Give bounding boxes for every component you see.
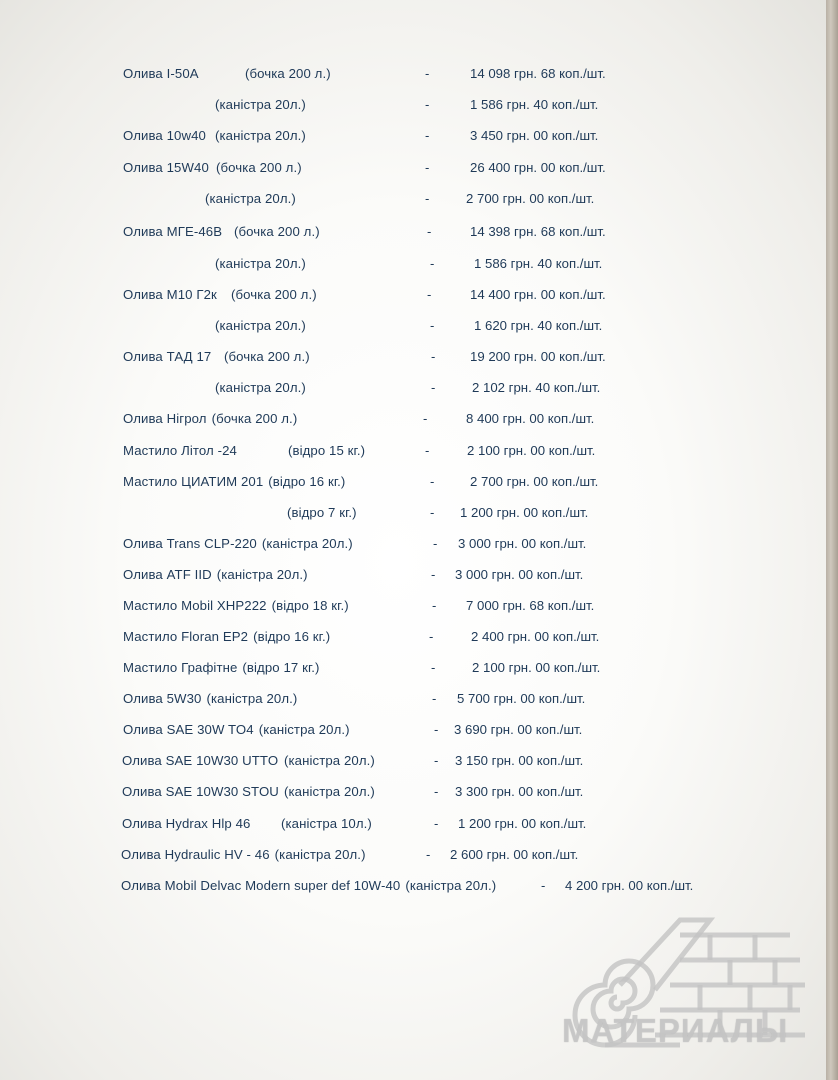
separator-dash: - [430, 256, 435, 271]
price: 2 102 грн. 40 коп./шт. [472, 380, 601, 395]
package-size: (бочка 200 л.) [216, 160, 302, 175]
package-size: (каністра 20л.) [284, 753, 375, 768]
product-name: Олива Trans CLP-220 [123, 536, 257, 551]
product-name: Олива Hydraulic HV - 46 [121, 847, 270, 862]
separator-dash: - [434, 753, 439, 768]
separator-dash: - [434, 816, 439, 831]
separator-dash: - [427, 224, 432, 239]
package-size: (каністра 20л.) [261, 536, 353, 551]
product-name: Мастило ЦИАТИМ 201 [123, 474, 264, 489]
separator-dash: - [430, 474, 435, 489]
package-size: (каністра 20л.) [215, 256, 306, 271]
price: 3 000 грн. 00 коп./шт. [458, 536, 587, 551]
separator-dash: - [429, 629, 434, 644]
separator-dash: - [423, 411, 428, 426]
product-name: Олива SAE 10W30 UTTO [122, 753, 279, 768]
separator-dash: - [431, 567, 436, 582]
price: 2 700 грн. 00 коп./шт. [466, 191, 595, 206]
separator-dash: - [434, 784, 439, 799]
price: 14 098 грн. 68 коп./шт. [470, 66, 606, 81]
product-name: Олива Hydrax Hlp 46 [122, 816, 251, 831]
product-name: Олива ATF IID [123, 567, 212, 582]
separator-dash: - [425, 66, 430, 81]
package-size: (каністра 10л.) [281, 816, 372, 831]
package-size: (відро 15 кг.) [288, 443, 366, 458]
watermark-text: МАТЕРИАЛЫ [562, 1012, 789, 1049]
separator-dash: - [432, 598, 437, 613]
package-size: (відро 7 кг.) [287, 505, 357, 520]
price: 1 586 грн. 40 коп./шт. [470, 97, 599, 112]
price: 4 200 грн. 00 коп./шт. [565, 878, 694, 893]
price: 2 100 грн. 00 коп./шт. [467, 443, 596, 458]
product-name: Олива 5W30 [123, 691, 202, 706]
product-name: Олива SAE 10W30 STOU [122, 784, 279, 799]
price: 8 400 грн. 00 коп./шт. [466, 411, 595, 426]
product-name: Олива SAE 30W TO4 [123, 722, 254, 737]
product-name: Олива 15W40 [123, 160, 209, 175]
package-size: (каністра 20л.) [206, 691, 298, 706]
package-size: (каністра 20л.) [215, 97, 306, 112]
price: 1 200 грн. 00 коп./шт. [458, 816, 587, 831]
table-edge [826, 0, 838, 1080]
product-name: Олива Mobil Delvac Modern super def 10W-40 [121, 878, 401, 893]
price: 3 450 грн. 00 коп./шт. [470, 128, 599, 143]
price: 2 100 грн. 00 коп./шт. [472, 660, 601, 675]
price: 3 150 грн. 00 коп./шт. [455, 753, 584, 768]
package-size: (бочка 200 л.) [245, 66, 331, 81]
package-size: (каністра 20л.) [284, 784, 375, 799]
price: 3 000 грн. 00 коп./шт. [455, 567, 584, 582]
price: 14 398 грн. 68 коп./шт. [470, 224, 606, 239]
separator-dash: - [430, 505, 435, 520]
product-name: Олива I-50А [123, 66, 199, 81]
separator-dash: - [430, 318, 435, 333]
separator-dash: - [425, 97, 430, 112]
package-size: (відро 16 кг.) [268, 474, 346, 489]
price: 19 200 грн. 00 коп./шт. [470, 349, 606, 364]
separator-dash: - [432, 691, 437, 706]
product-name: Олива ТАД 17 [123, 349, 212, 364]
separator-dash: - [425, 443, 430, 458]
product-name: Мастило Mobil XHP222 [123, 598, 267, 613]
package-size: (каністра 20л.) [205, 191, 296, 206]
separator-dash: - [541, 878, 546, 893]
package-size: (відро 17 кг.) [242, 660, 320, 675]
separator-dash: - [431, 660, 436, 675]
price: 3 300 грн. 00 коп./шт. [455, 784, 584, 799]
price: 2 400 грн. 00 коп./шт. [471, 629, 600, 644]
separator-dash: - [434, 722, 439, 737]
separator-dash: - [431, 380, 436, 395]
price: 2 600 грн. 00 коп./шт. [450, 847, 579, 862]
package-size: (каністра 20л.) [258, 722, 350, 737]
package-size: (каністра 20л.) [215, 128, 306, 143]
package-size: (бочка 200 л.) [224, 349, 310, 364]
package-size: (каністра 20л.) [274, 847, 366, 862]
product-name: Олива МГЕ-46В [123, 224, 223, 239]
product-name: Олива Нігрол [123, 411, 207, 426]
price: 1 620 грн. 40 коп./шт. [474, 318, 603, 333]
price: 2 700 грн. 00 коп./шт. [470, 474, 599, 489]
package-size: (каністра 20л.) [216, 567, 308, 582]
product-name: Олива М10 Г2к [123, 287, 217, 302]
separator-dash: - [433, 536, 438, 551]
separator-dash: - [426, 847, 431, 862]
separator-dash: - [431, 349, 436, 364]
price: 14 400 грн. 00 коп./шт. [470, 287, 606, 302]
product-name: Мастило Літол -24 [123, 443, 237, 458]
price: 26 400 грн. 00 коп./шт. [470, 160, 606, 175]
package-size: (бочка 200 л.) [211, 411, 298, 426]
product-name: Мастило Floran EP2 [123, 629, 249, 644]
price: 1 586 грн. 40 коп./шт. [474, 256, 603, 271]
price: 3 690 грн. 00 коп./шт. [454, 722, 583, 737]
package-size: (бочка 200 л.) [231, 287, 317, 302]
separator-dash: - [425, 128, 430, 143]
separator-dash: - [425, 191, 430, 206]
separator-dash: - [425, 160, 430, 175]
price: 5 700 грн. 00 коп./шт. [457, 691, 586, 706]
package-size: (відро 18 кг.) [271, 598, 349, 613]
package-size: (бочка 200 л.) [234, 224, 320, 239]
package-size: (каністра 20л.) [405, 878, 497, 893]
price: 7 000 грн. 68 коп./шт. [466, 598, 595, 613]
package-size: (каністра 20л.) [215, 318, 306, 333]
package-size: (каністра 20л.) [215, 380, 306, 395]
product-name: Мастило Графітне [123, 660, 238, 675]
package-size: (відро 16 кг.) [253, 629, 331, 644]
separator-dash: - [427, 287, 432, 302]
price: 1 200 грн. 00 коп./шт. [460, 505, 589, 520]
product-name: Олива 10w40 [123, 128, 206, 143]
